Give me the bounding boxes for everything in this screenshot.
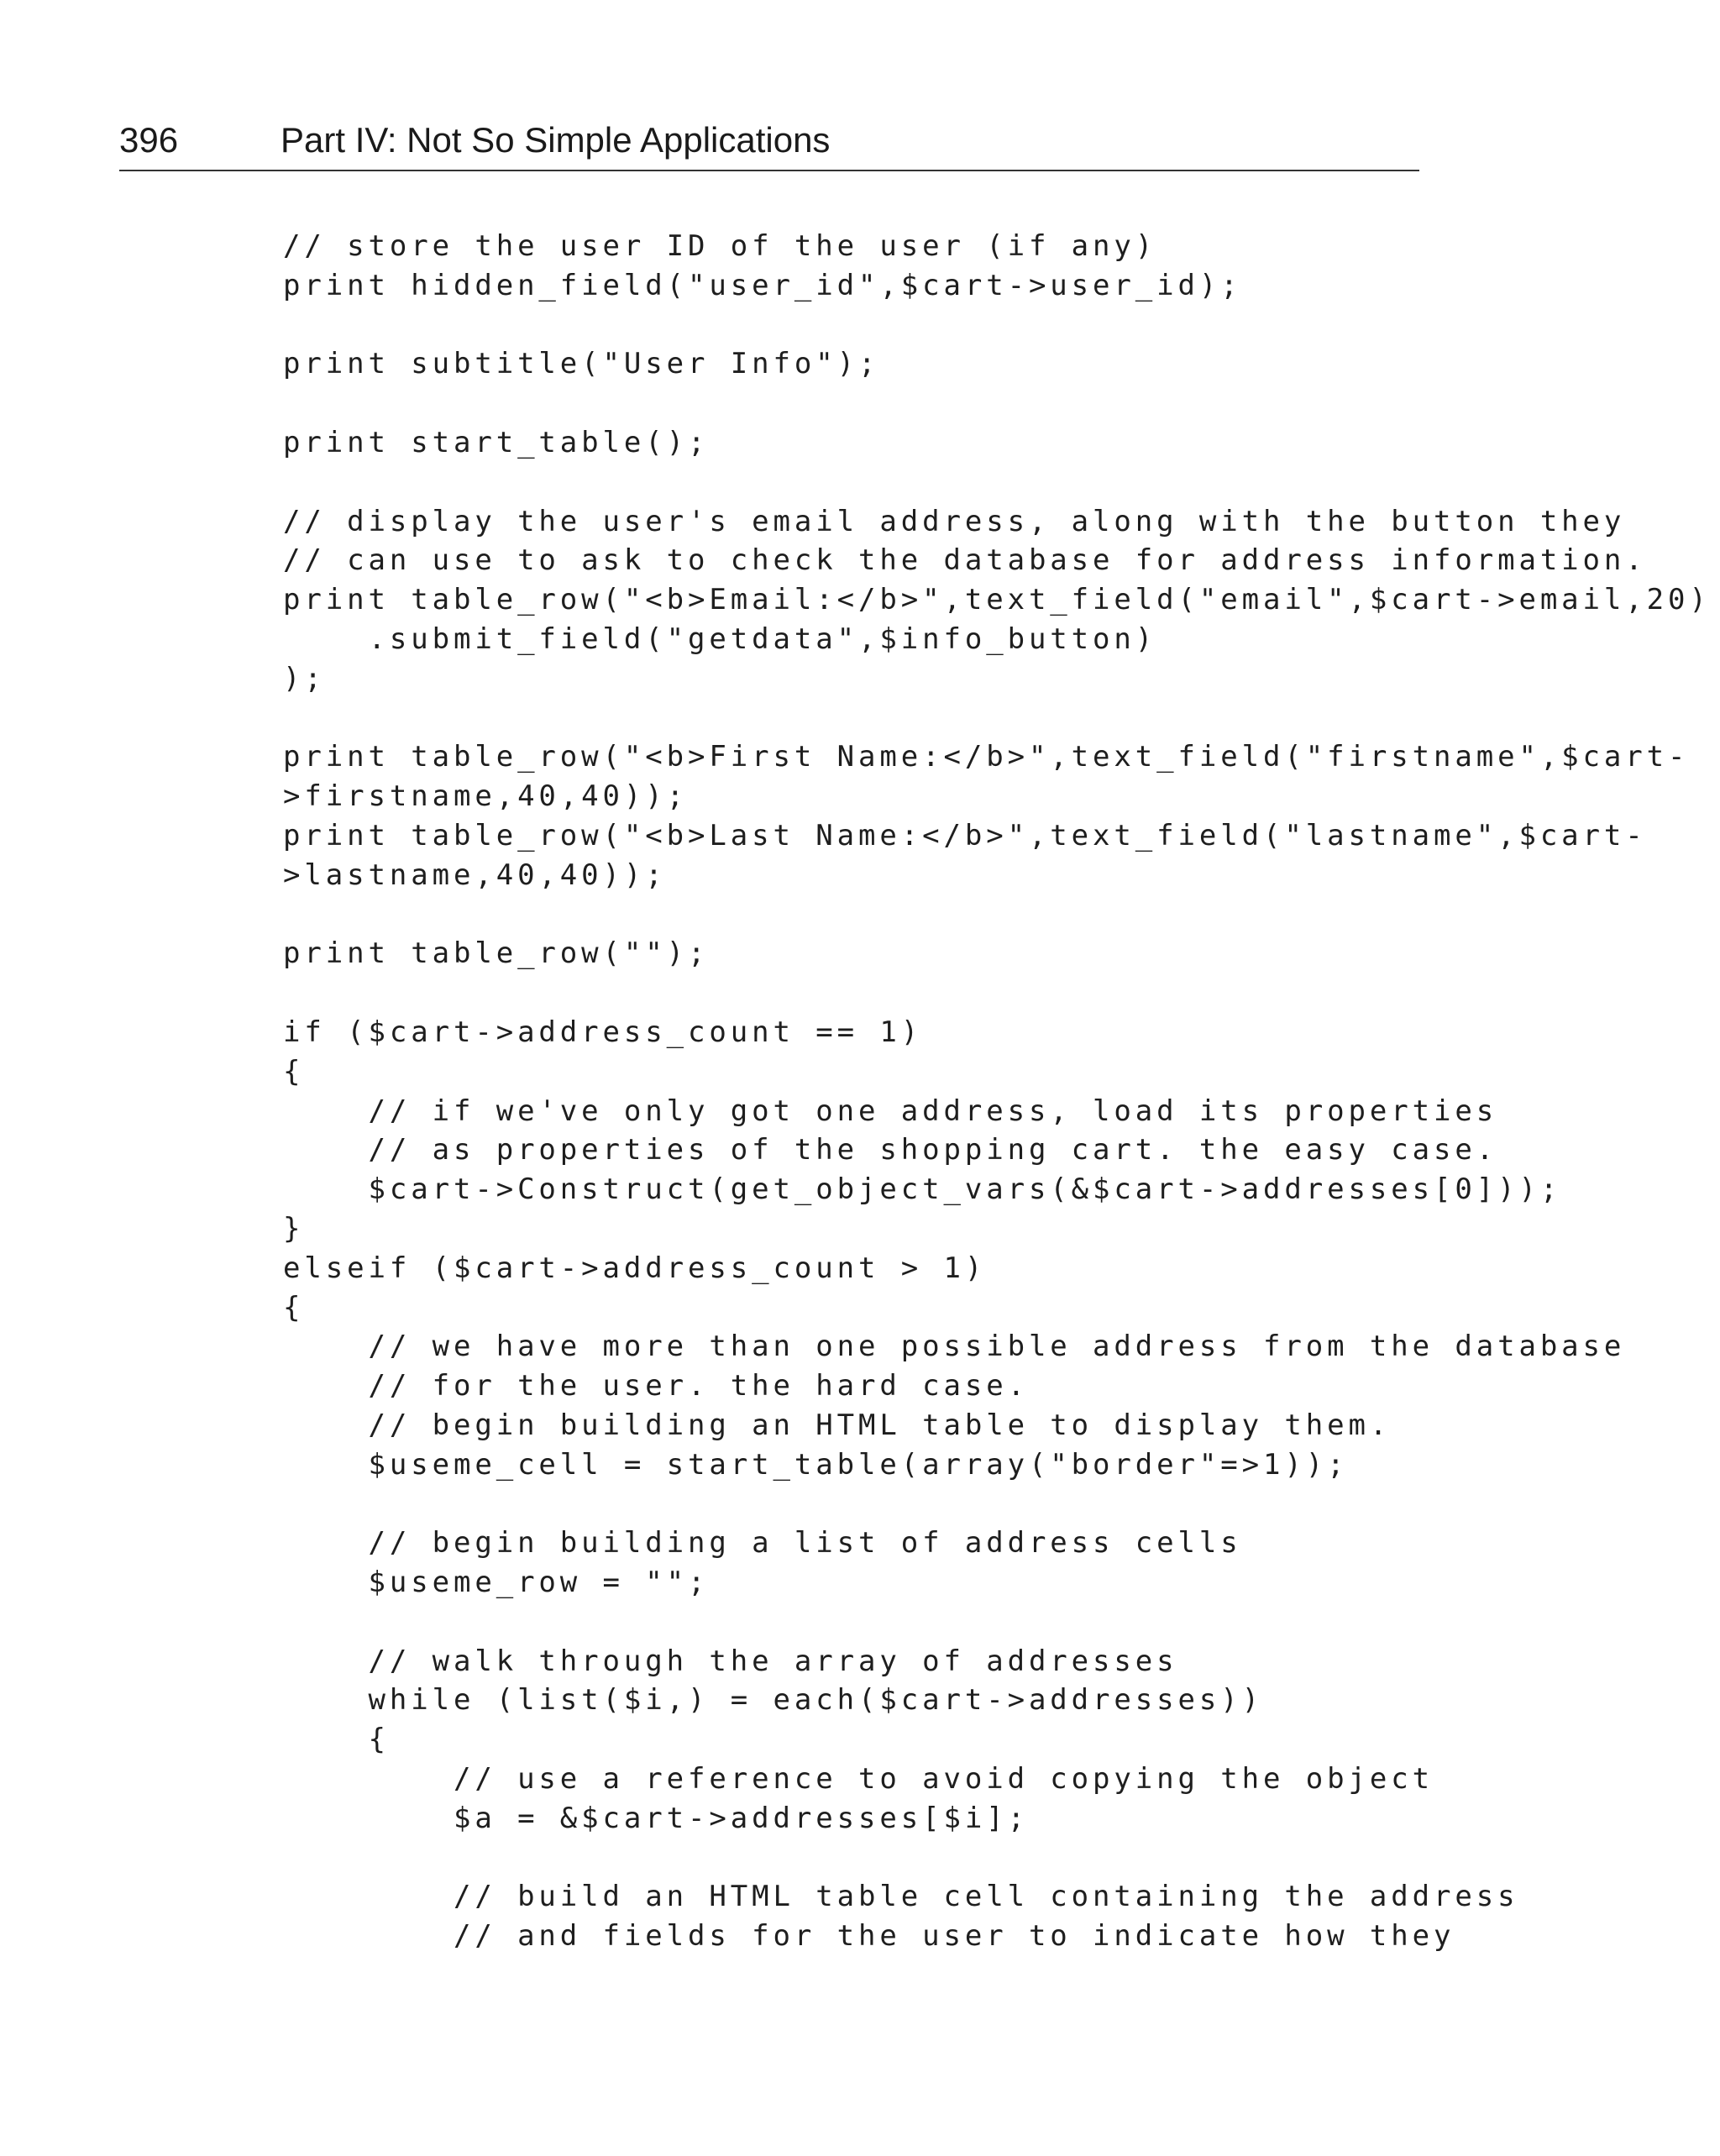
code-line: // if we've only got one address, load its properties [283, 1094, 1498, 1128]
code-line: >lastname,40,40)); [283, 858, 667, 892]
code-line [283, 306, 1711, 345]
code-line: // walk through the array of addresses [283, 1644, 1178, 1678]
code-line: } [283, 1211, 305, 1246]
code-line: while (list($i,) = each($cart->addresses)) [283, 1683, 1264, 1718]
code-line: $a = &$cart->addresses[$i]; [283, 1801, 1029, 1835]
code-line: // display the user's email address, along with the button they [283, 504, 1626, 538]
code-line: print table_row("<b>First Name:</b>",text_field("firstname",$cart- [283, 740, 1690, 774]
code-line: if ($cart->address_count == 1) [283, 1015, 923, 1049]
code-listing [283, 227, 1711, 1956]
code-line: // for the user. the hard case. [283, 1369, 1029, 1403]
code-line: { [283, 1723, 390, 1757]
code-line [283, 1839, 1711, 1878]
code-line [283, 1603, 1711, 1642]
code-line: print hidden_field("user_id",$cart->user_id); [283, 268, 1242, 302]
code-line [283, 463, 1711, 502]
code-line [283, 973, 1711, 1013]
code-line: ); [283, 661, 326, 695]
code-line: { [283, 1290, 305, 1325]
code-line: print table_row(""); [283, 936, 710, 971]
code-line: $useme_cell = start_table(array("border"=>1)); [283, 1447, 1349, 1482]
code-line: .submit_field("getdata",$info_button) [283, 622, 1157, 656]
code-line: // we have more than one possible address from the database [283, 1330, 1626, 1364]
code-line: // can use to ask to check the database for address information. [283, 543, 1647, 578]
code-line: $useme_row = ""; [283, 1566, 710, 1600]
code-line: print subtitle("User Info"); [283, 347, 880, 381]
code-line: // begin building a list of address cells [283, 1526, 1242, 1561]
code-line: // use a reference to avoid copying the object [283, 1762, 1434, 1797]
code-line: // build an HTML table cell containing the address [283, 1880, 1519, 1914]
code-line: print start_table(); [283, 425, 710, 459]
code-line: // as properties of the shopping cart. the easy case. [283, 1133, 1498, 1167]
code-line [283, 699, 1711, 738]
code-line: $cart->Construct(get_object_vars(&$cart->addresses[0])); [283, 1172, 1562, 1207]
page-number: 396 [119, 120, 179, 160]
code-line: // and fields for the user to indicate how they [283, 1919, 1455, 1954]
running-title: Part IV: Not So Simple Applications [281, 120, 831, 160]
page-header [119, 116, 1419, 171]
code-line: // store the user ID of the user (if any) [283, 229, 1157, 263]
code-line: print table_row("<b>Email:</b>",text_field("email",$cart->email,20) [283, 583, 1711, 617]
code-line [283, 384, 1711, 423]
code-line: { [283, 1054, 305, 1088]
code-line [283, 1485, 1711, 1524]
code-line: >firstname,40,40)); [283, 779, 689, 814]
code-line: elseif ($cart->address_count > 1) [283, 1251, 987, 1285]
code-line: // begin building an HTML table to display them. [283, 1408, 1392, 1442]
code-line: print table_row("<b>Last Name:</b>",text_field("lastname",$cart- [283, 818, 1647, 852]
code-line [283, 895, 1711, 935]
